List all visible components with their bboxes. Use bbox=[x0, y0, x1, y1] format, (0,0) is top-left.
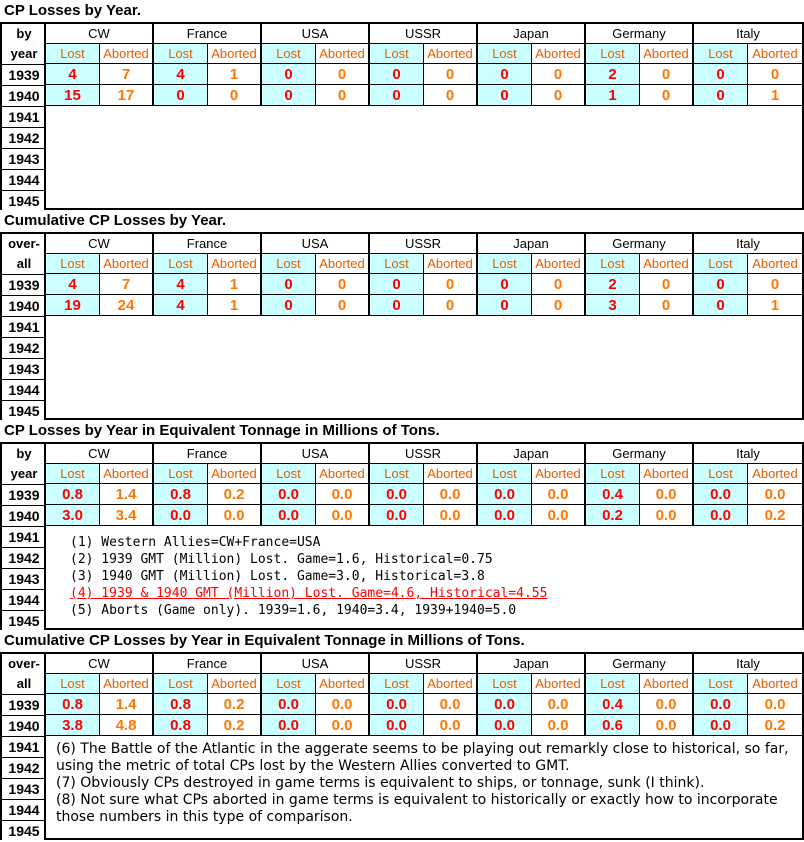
aborted-header: Aborted bbox=[424, 254, 478, 274]
aborted-header: Aborted bbox=[100, 464, 154, 484]
section-title: Cumulative CP Losses by Year. bbox=[4, 212, 227, 229]
lost-value-cell: 3.0 bbox=[46, 505, 100, 526]
aborted-value-cell: 0.0 bbox=[640, 715, 694, 736]
blank-area bbox=[46, 526, 804, 630]
lost-value-cell: 0 bbox=[370, 85, 424, 106]
lost-value-cell: 0.0 bbox=[694, 484, 748, 505]
lost-value-cell: 0.0 bbox=[694, 715, 748, 736]
lost-header: Lost bbox=[46, 254, 100, 274]
country-header: Japan bbox=[478, 234, 586, 254]
lost-header: Lost bbox=[154, 674, 208, 694]
year-label: 1942 bbox=[2, 127, 46, 148]
blank-area bbox=[46, 106, 804, 210]
country-header: Italy bbox=[694, 24, 804, 44]
aborted-value-cell: 0.0 bbox=[424, 715, 478, 736]
aborted-value-cell: 0.0 bbox=[640, 484, 694, 505]
lost-value-cell: 0 bbox=[694, 85, 748, 106]
lost-value-cell: 0.4 bbox=[586, 484, 640, 505]
aborted-value-cell: 0.2 bbox=[748, 505, 804, 526]
aborted-value-cell: 0.2 bbox=[208, 715, 262, 736]
lost-value-cell: 0.8 bbox=[154, 484, 208, 505]
year-label: 1944 bbox=[2, 169, 46, 190]
aborted-value-cell: 0.0 bbox=[316, 694, 370, 715]
lost-value-cell: 0.0 bbox=[262, 715, 316, 736]
country-header: CW bbox=[46, 654, 154, 674]
lost-header: Lost bbox=[370, 254, 424, 274]
lost-header: Lost bbox=[154, 44, 208, 64]
lost-header: Lost bbox=[262, 44, 316, 64]
lost-value-cell: 0 bbox=[694, 295, 748, 316]
country-header: Italy bbox=[694, 234, 804, 254]
country-header: USA bbox=[262, 654, 370, 674]
year-label: 1939 bbox=[2, 274, 46, 295]
note-text: (1) Western Allies=CW+France=USA bbox=[70, 535, 321, 550]
blank-area bbox=[46, 736, 804, 840]
year-label: 1941 bbox=[2, 106, 46, 127]
year-label: 1940 bbox=[2, 295, 46, 316]
lost-value-cell: 0.8 bbox=[46, 484, 100, 505]
note-text: (2) 1939 GMT (Million) Lost. Game=1.6, Historical=0.75 bbox=[70, 552, 493, 567]
lost-value-cell: 4 bbox=[46, 274, 100, 295]
lost-header: Lost bbox=[694, 674, 748, 694]
lost-header: Lost bbox=[154, 464, 208, 484]
lost-value-cell: 0.0 bbox=[262, 484, 316, 505]
country-header: France bbox=[154, 234, 262, 254]
aborted-value-cell: 0.0 bbox=[424, 694, 478, 715]
aborted-value-cell: 1 bbox=[208, 274, 262, 295]
table-section bbox=[0, 630, 804, 840]
aborted-value-cell: 0 bbox=[316, 85, 370, 106]
aborted-value-cell: 0.0 bbox=[208, 505, 262, 526]
year-label: 1945 bbox=[2, 610, 46, 631]
aborted-header: Aborted bbox=[208, 44, 262, 64]
lost-header: Lost bbox=[586, 464, 640, 484]
year-label: 1943 bbox=[2, 778, 46, 799]
blank-area bbox=[46, 316, 804, 420]
lost-value-cell: 0 bbox=[262, 85, 316, 106]
country-header: USSR bbox=[370, 444, 478, 464]
year-label: 1940 bbox=[2, 505, 46, 526]
country-header: USSR bbox=[370, 24, 478, 44]
country-header: France bbox=[154, 24, 262, 44]
lost-value-cell: 0 bbox=[262, 274, 316, 295]
aborted-value-cell: 0 bbox=[532, 295, 586, 316]
aborted-value-cell: 1.4 bbox=[100, 694, 154, 715]
aborted-value-cell: 0.0 bbox=[424, 505, 478, 526]
lost-value-cell: 0.0 bbox=[370, 505, 424, 526]
lost-value-cell: 4 bbox=[46, 64, 100, 85]
lost-value-cell: 0.0 bbox=[694, 694, 748, 715]
year-label: 1941 bbox=[2, 526, 46, 547]
aborted-header: Aborted bbox=[316, 44, 370, 64]
lost-value-cell: 0.0 bbox=[694, 505, 748, 526]
aborted-value-cell: 1 bbox=[748, 85, 804, 106]
lost-header: Lost bbox=[262, 674, 316, 694]
country-header: Japan bbox=[478, 24, 586, 44]
aborted-header: Aborted bbox=[532, 464, 586, 484]
year-label: 1943 bbox=[2, 568, 46, 589]
year-label: 1945 bbox=[2, 820, 46, 841]
aborted-header: Aborted bbox=[532, 44, 586, 64]
label-bottom: all bbox=[16, 676, 32, 691]
lost-value-cell: 0.0 bbox=[478, 505, 532, 526]
lost-value-cell: 0 bbox=[262, 64, 316, 85]
aborted-header: Aborted bbox=[208, 254, 262, 274]
country-header: Italy bbox=[694, 654, 804, 674]
aborted-value-cell: 0 bbox=[316, 64, 370, 85]
aborted-header: Aborted bbox=[748, 674, 804, 694]
notes-block bbox=[70, 534, 790, 619]
aborted-header: Aborted bbox=[316, 254, 370, 274]
lost-value-cell: 0.0 bbox=[478, 484, 532, 505]
lost-value-cell: 0 bbox=[370, 274, 424, 295]
note-text: (7) Obviously CPs destroyed in game terms is equivalent to ships, or tonnage, sunk (I think). bbox=[56, 775, 705, 791]
year-label: 1941 bbox=[2, 736, 46, 757]
lost-value-cell: 0.0 bbox=[154, 505, 208, 526]
lost-value-cell: 0.8 bbox=[46, 694, 100, 715]
country-header: Germany bbox=[586, 24, 694, 44]
lost-value-cell: 0 bbox=[478, 295, 532, 316]
lost-value-cell: 0 bbox=[478, 85, 532, 106]
lost-value-cell: 4 bbox=[154, 295, 208, 316]
lost-value-cell: 2 bbox=[586, 64, 640, 85]
lost-header: Lost bbox=[262, 464, 316, 484]
country-header: France bbox=[154, 444, 262, 464]
section-title: CP Losses by Year. bbox=[4, 2, 142, 19]
year-label: 1942 bbox=[2, 547, 46, 568]
aborted-header: Aborted bbox=[208, 674, 262, 694]
country-header: Japan bbox=[478, 654, 586, 674]
aborted-value-cell: 0 bbox=[640, 64, 694, 85]
lost-header: Lost bbox=[478, 464, 532, 484]
aborted-header: Aborted bbox=[424, 464, 478, 484]
lost-value-cell: 0.8 bbox=[154, 715, 208, 736]
year-label: 1939 bbox=[2, 484, 46, 505]
aborted-value-cell: 0.0 bbox=[748, 694, 804, 715]
label-bottom: year bbox=[10, 466, 38, 481]
lost-value-cell: 4 bbox=[154, 274, 208, 295]
lost-value-cell: 15 bbox=[46, 85, 100, 106]
aborted-value-cell: 1 bbox=[208, 64, 262, 85]
aborted-value-cell: 0 bbox=[640, 274, 694, 295]
aborted-value-cell: 4.8 bbox=[100, 715, 154, 736]
aborted-value-cell: 1 bbox=[208, 295, 262, 316]
aborted-value-cell: 0.0 bbox=[316, 505, 370, 526]
note-text: (4) 1939 & 1940 GMT (Million) Lost. Game=4.6, Historical=4.55 bbox=[70, 586, 548, 601]
year-label: 1940 bbox=[2, 85, 46, 106]
aborted-value-cell: 17 bbox=[100, 85, 154, 106]
lost-header: Lost bbox=[694, 254, 748, 274]
aborted-value-cell: 0.0 bbox=[532, 505, 586, 526]
year-label: 1942 bbox=[2, 757, 46, 778]
year-label: 1945 bbox=[2, 400, 46, 421]
lost-header: Lost bbox=[262, 254, 316, 274]
label-bottom: all bbox=[16, 256, 32, 271]
aborted-value-cell: 0 bbox=[424, 64, 478, 85]
aborted-value-cell: 0.0 bbox=[748, 484, 804, 505]
table-section bbox=[0, 420, 804, 630]
section-title: Cumulative CP Losses by Year in Equivalent Tonnage in Millions of Tons. bbox=[4, 632, 525, 649]
label-bottom: year bbox=[10, 46, 38, 61]
aborted-value-cell: 0 bbox=[208, 85, 262, 106]
aborted-header: Aborted bbox=[424, 674, 478, 694]
year-label: 1944 bbox=[2, 799, 46, 820]
lost-value-cell: 3 bbox=[586, 295, 640, 316]
lost-value-cell: 0.0 bbox=[262, 505, 316, 526]
aborted-header: Aborted bbox=[316, 464, 370, 484]
lost-value-cell: 0.0 bbox=[478, 694, 532, 715]
lost-header: Lost bbox=[478, 44, 532, 64]
note-text: (5) Aborts (Game only). 1939=1.6, 1940=3.4, 1939+1940=5.0 bbox=[70, 603, 517, 618]
lost-value-cell: 0.2 bbox=[586, 505, 640, 526]
lost-value-cell: 0.0 bbox=[370, 484, 424, 505]
aborted-value-cell: 0.0 bbox=[532, 715, 586, 736]
lost-header: Lost bbox=[370, 674, 424, 694]
label-top: over- bbox=[8, 236, 40, 251]
country-header: CW bbox=[46, 24, 154, 44]
lost-header: Lost bbox=[370, 44, 424, 64]
note-text: (8) Not sure what CPs aborted in game terms is equivalent to historically or exactly how to incorporate those numbers in this type of comparison. bbox=[56, 792, 778, 825]
lost-header: Lost bbox=[478, 254, 532, 274]
row-label-column bbox=[0, 24, 46, 210]
aborted-header: Aborted bbox=[748, 464, 804, 484]
table-section bbox=[0, 210, 804, 420]
aborted-header: Aborted bbox=[748, 254, 804, 274]
lost-value-cell: 0 bbox=[370, 64, 424, 85]
note-text: (3) 1940 GMT (Million) Lost. Game=3.0, Historical=3.8 bbox=[70, 569, 485, 584]
lost-value-cell: 1 bbox=[586, 85, 640, 106]
aborted-header: Aborted bbox=[100, 674, 154, 694]
aborted-header: Aborted bbox=[316, 674, 370, 694]
country-header: USA bbox=[262, 24, 370, 44]
aborted-value-cell: 0.0 bbox=[316, 484, 370, 505]
aborted-value-cell: 0 bbox=[640, 295, 694, 316]
section-title: CP Losses by Year in Equivalent Tonnage in Millions of Tons. bbox=[4, 422, 440, 439]
aborted-header: Aborted bbox=[640, 44, 694, 64]
aborted-value-cell: 0.0 bbox=[532, 694, 586, 715]
country-header: USSR bbox=[370, 234, 478, 254]
aborted-value-cell: 0 bbox=[424, 85, 478, 106]
row-label-column bbox=[0, 234, 46, 420]
year-label: 1943 bbox=[2, 148, 46, 169]
aborted-header: Aborted bbox=[532, 254, 586, 274]
lost-header: Lost bbox=[46, 674, 100, 694]
country-header: France bbox=[154, 654, 262, 674]
aborted-value-cell: 0.2 bbox=[208, 694, 262, 715]
year-label: 1943 bbox=[2, 358, 46, 379]
year-label: 1939 bbox=[2, 694, 46, 715]
aborted-value-cell: 1 bbox=[748, 295, 804, 316]
year-label: 1945 bbox=[2, 190, 46, 211]
aborted-value-cell: 0 bbox=[532, 64, 586, 85]
lost-header: Lost bbox=[586, 674, 640, 694]
aborted-header: Aborted bbox=[640, 254, 694, 274]
year-label: 1944 bbox=[2, 589, 46, 610]
row-label-column bbox=[0, 444, 46, 630]
lost-header: Lost bbox=[46, 44, 100, 64]
lost-value-cell: 0.0 bbox=[262, 694, 316, 715]
lost-header: Lost bbox=[154, 254, 208, 274]
aborted-header: Aborted bbox=[532, 674, 586, 694]
lost-header: Lost bbox=[694, 44, 748, 64]
aborted-header: Aborted bbox=[208, 464, 262, 484]
notes-block bbox=[56, 741, 796, 826]
lost-header: Lost bbox=[478, 674, 532, 694]
aborted-value-cell: 0 bbox=[640, 85, 694, 106]
country-header: Japan bbox=[478, 444, 586, 464]
aborted-header: Aborted bbox=[748, 44, 804, 64]
lost-value-cell: 0.8 bbox=[154, 694, 208, 715]
lost-value-cell: 0 bbox=[370, 295, 424, 316]
lost-value-cell: 3.8 bbox=[46, 715, 100, 736]
aborted-value-cell: 0 bbox=[532, 85, 586, 106]
aborted-value-cell: 7 bbox=[100, 64, 154, 85]
country-header: Germany bbox=[586, 234, 694, 254]
lost-value-cell: 19 bbox=[46, 295, 100, 316]
aborted-value-cell: 0.0 bbox=[640, 505, 694, 526]
lost-value-cell: 0 bbox=[478, 64, 532, 85]
country-header: USSR bbox=[370, 654, 478, 674]
aborted-header: Aborted bbox=[100, 254, 154, 274]
aborted-value-cell: 0 bbox=[424, 295, 478, 316]
note-text: (6) The Battle of the Atlantic in the aggerate seems to be playing out remarkly close to historical, so far, using the metric of total CPs lost by the Western Allies converted to GMT. bbox=[56, 741, 789, 774]
label-top: by bbox=[16, 26, 32, 41]
row-label-column bbox=[0, 654, 46, 840]
lost-value-cell: 0.0 bbox=[370, 694, 424, 715]
lost-value-cell: 2 bbox=[586, 274, 640, 295]
aborted-value-cell: 24 bbox=[100, 295, 154, 316]
country-header: USA bbox=[262, 234, 370, 254]
aborted-value-cell: 0.2 bbox=[208, 484, 262, 505]
year-label: 1942 bbox=[2, 337, 46, 358]
aborted-value-cell: 1.4 bbox=[100, 484, 154, 505]
year-label: 1939 bbox=[2, 64, 46, 85]
country-header: Germany bbox=[586, 444, 694, 464]
lost-header: Lost bbox=[694, 464, 748, 484]
label-top: over- bbox=[8, 656, 40, 671]
lost-value-cell: 0.0 bbox=[370, 715, 424, 736]
aborted-header: Aborted bbox=[100, 44, 154, 64]
aborted-value-cell: 0.0 bbox=[424, 484, 478, 505]
lost-value-cell: 0.6 bbox=[586, 715, 640, 736]
aborted-value-cell: 0 bbox=[424, 274, 478, 295]
lost-value-cell: 4 bbox=[154, 64, 208, 85]
country-header: CW bbox=[46, 234, 154, 254]
country-header: CW bbox=[46, 444, 154, 464]
year-label: 1941 bbox=[2, 316, 46, 337]
lost-header: Lost bbox=[46, 464, 100, 484]
lost-value-cell: 0.4 bbox=[586, 694, 640, 715]
label-top: by bbox=[16, 446, 32, 461]
aborted-header: Aborted bbox=[424, 44, 478, 64]
year-label: 1940 bbox=[2, 715, 46, 736]
aborted-value-cell: 0 bbox=[748, 64, 804, 85]
lost-header: Lost bbox=[586, 44, 640, 64]
lost-value-cell: 0 bbox=[694, 64, 748, 85]
year-label: 1944 bbox=[2, 379, 46, 400]
aborted-value-cell: 0.2 bbox=[748, 715, 804, 736]
country-header: Germany bbox=[586, 654, 694, 674]
lost-value-cell: 0 bbox=[154, 85, 208, 106]
lost-value-cell: 0 bbox=[694, 274, 748, 295]
aborted-value-cell: 0 bbox=[532, 274, 586, 295]
lost-header: Lost bbox=[370, 464, 424, 484]
aborted-value-cell: 0.0 bbox=[640, 694, 694, 715]
aborted-header: Aborted bbox=[640, 464, 694, 484]
aborted-value-cell: 0 bbox=[316, 295, 370, 316]
aborted-value-cell: 0.0 bbox=[316, 715, 370, 736]
lost-value-cell: 0 bbox=[262, 295, 316, 316]
aborted-header: Aborted bbox=[640, 674, 694, 694]
table-section bbox=[0, 0, 804, 210]
lost-value-cell: 0.0 bbox=[478, 715, 532, 736]
aborted-value-cell: 0.0 bbox=[532, 484, 586, 505]
aborted-value-cell: 0 bbox=[316, 274, 370, 295]
country-header: USA bbox=[262, 444, 370, 464]
lost-value-cell: 0 bbox=[478, 274, 532, 295]
aborted-value-cell: 0 bbox=[748, 274, 804, 295]
lost-header: Lost bbox=[586, 254, 640, 274]
aborted-value-cell: 7 bbox=[100, 274, 154, 295]
country-header: Italy bbox=[694, 444, 804, 464]
aborted-value-cell: 3.4 bbox=[100, 505, 154, 526]
